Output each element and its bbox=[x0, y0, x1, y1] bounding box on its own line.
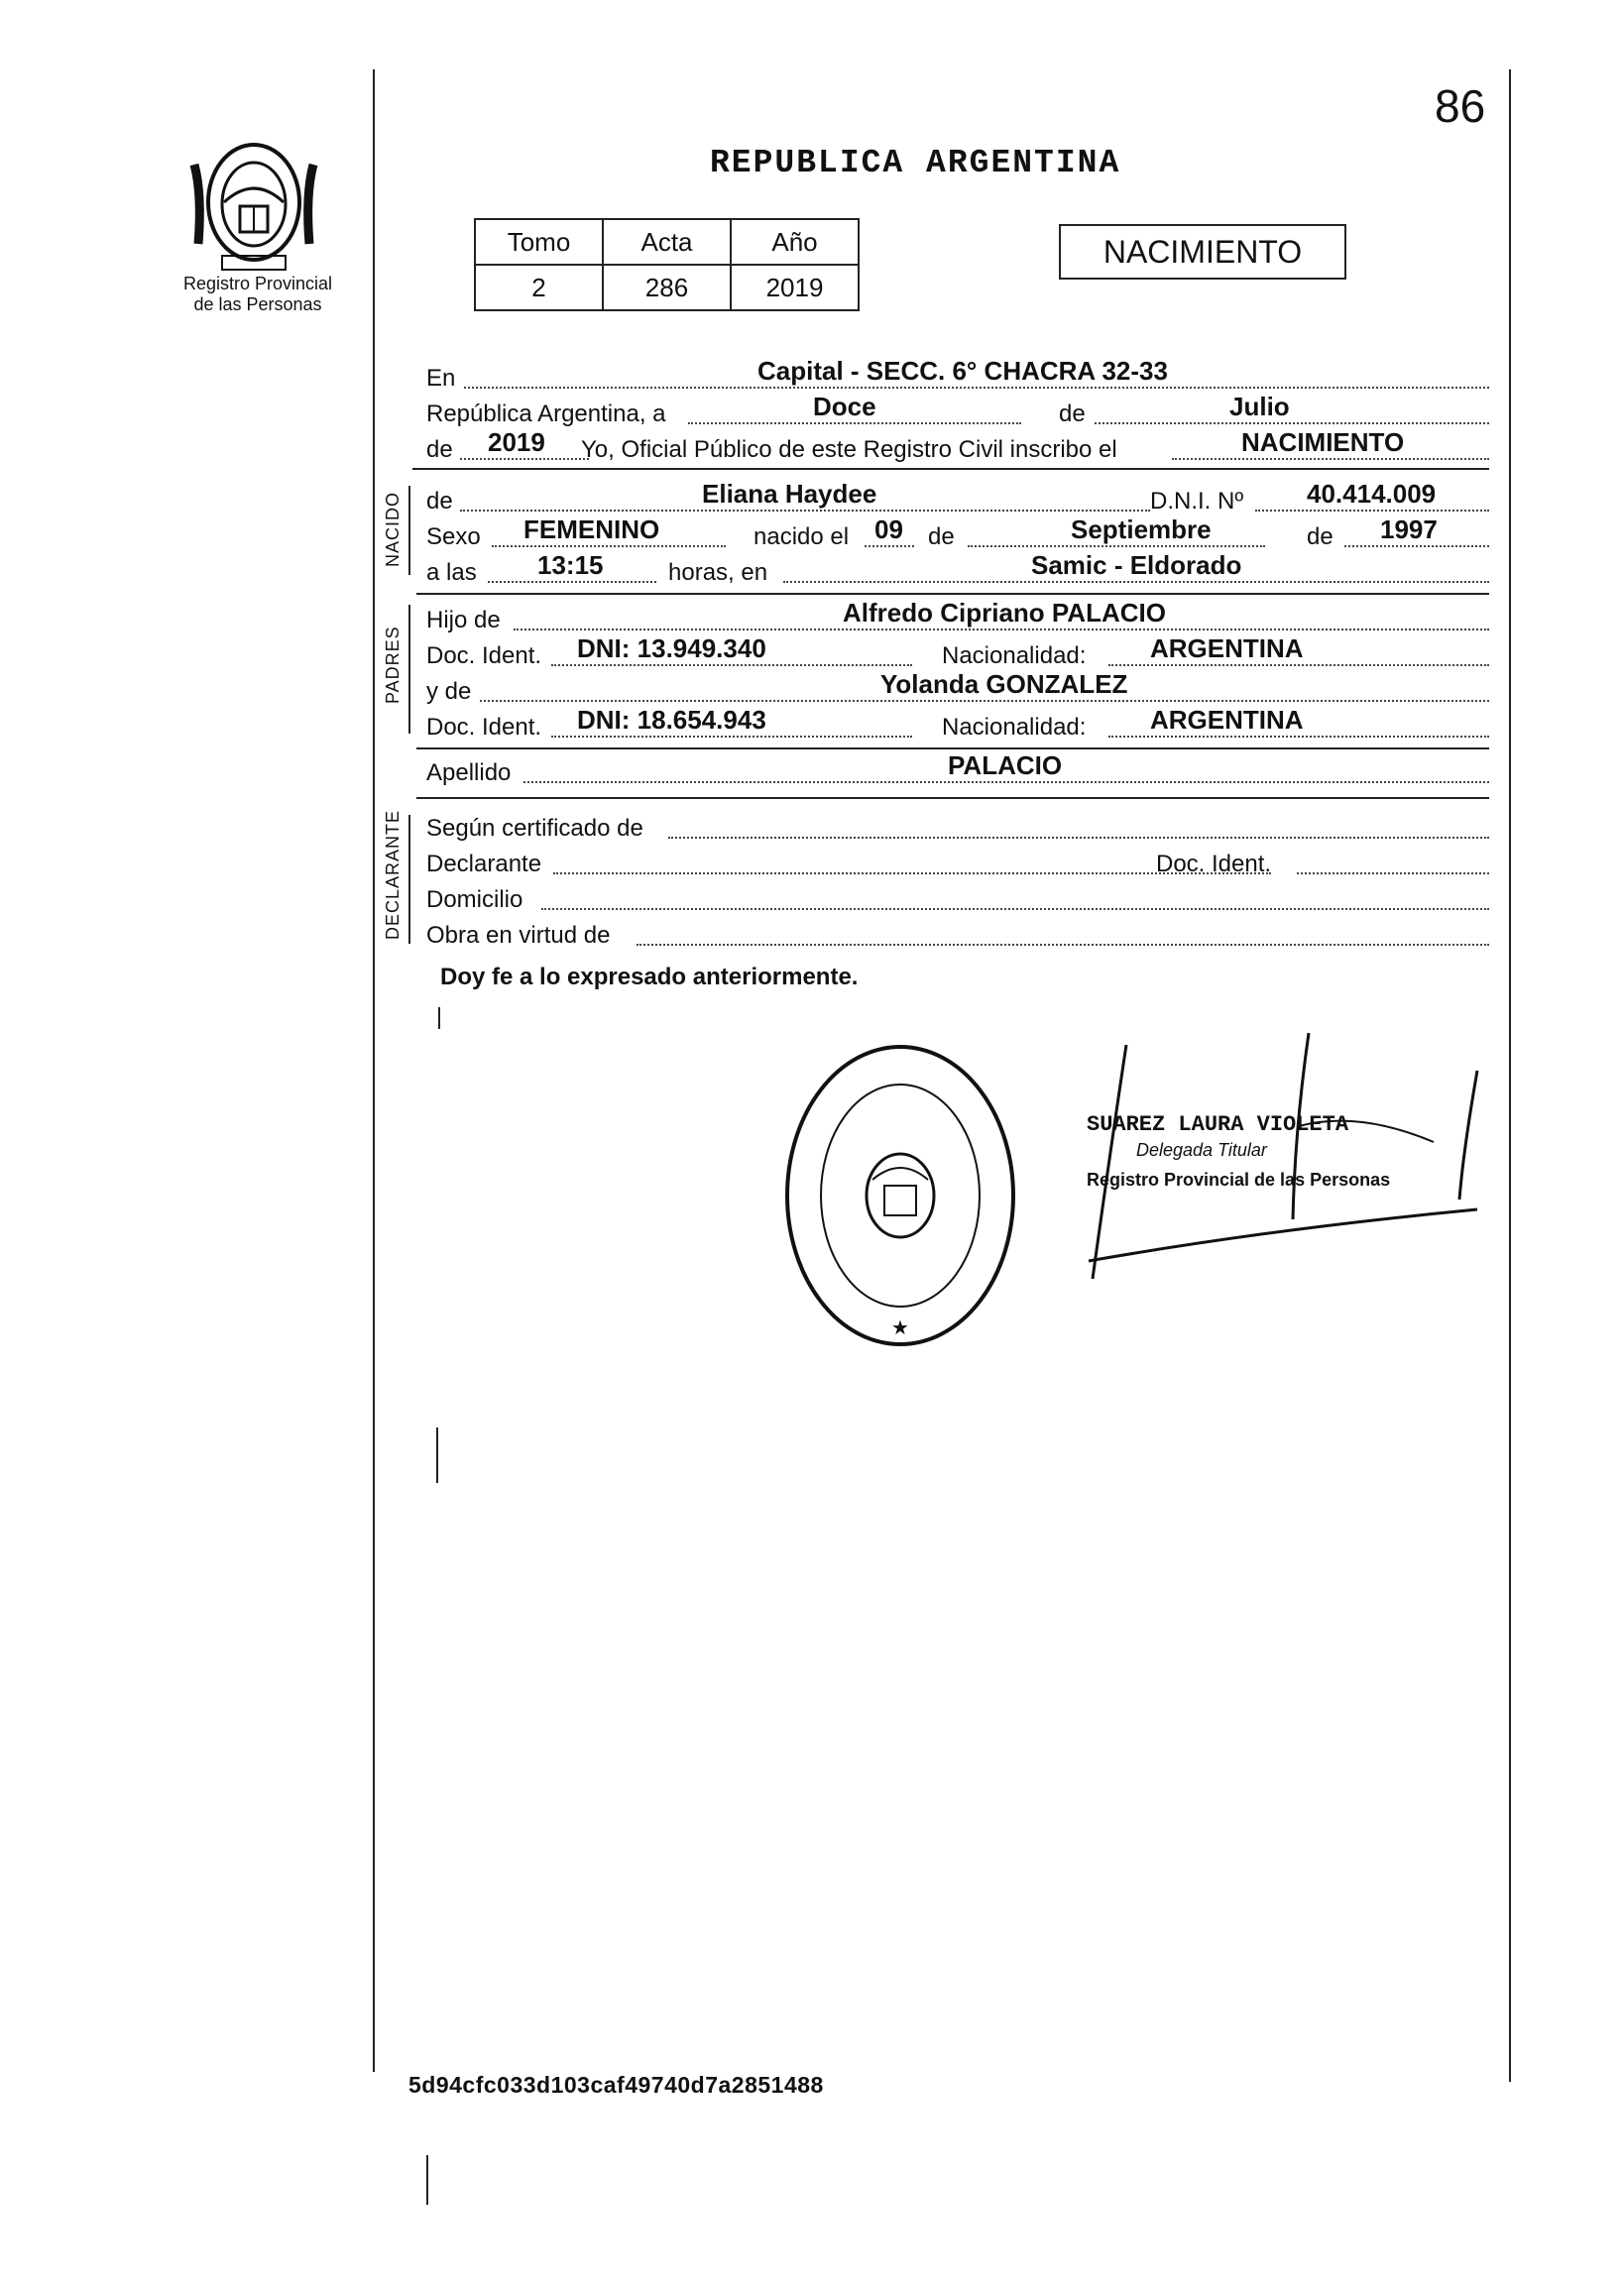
section-label-declarant: DECLARANTE bbox=[383, 809, 403, 940]
nacido-label: nacido el bbox=[754, 523, 850, 550]
row-inscription bbox=[426, 427, 1489, 466]
registry-label bbox=[159, 274, 357, 315]
dots bbox=[523, 781, 1489, 783]
header-acta: Acta bbox=[603, 219, 731, 265]
row-place bbox=[426, 356, 1489, 395]
day-words-value: Doce bbox=[813, 392, 876, 421]
declarant-doc-label: Doc. Ident. bbox=[1156, 851, 1272, 877]
dots bbox=[1095, 422, 1489, 424]
republic-label: República Argentina, a bbox=[426, 401, 666, 427]
value-tomo: 2 bbox=[475, 265, 603, 310]
de-label: de bbox=[928, 523, 955, 550]
dots bbox=[637, 944, 1489, 946]
surname-value: PALACIO bbox=[948, 750, 1063, 780]
dots bbox=[1297, 872, 1489, 874]
left-margin-line bbox=[373, 69, 375, 2072]
row-declarant bbox=[426, 845, 1489, 880]
dots bbox=[551, 736, 912, 738]
right-margin-line bbox=[1509, 69, 1511, 2082]
dots bbox=[1255, 510, 1489, 512]
sexo-label: Sexo bbox=[426, 523, 481, 550]
yde-label: y de bbox=[426, 678, 472, 705]
dots bbox=[865, 545, 914, 547]
row-sex-birth bbox=[426, 517, 1489, 553]
act-type-value: NACIMIENTO bbox=[1241, 427, 1405, 457]
en-label: En bbox=[426, 365, 456, 392]
row-surname bbox=[426, 750, 1489, 789]
dni-value: 40.414.009 bbox=[1307, 479, 1437, 509]
margin-mark bbox=[438, 1007, 440, 1029]
father-name-value: Alfredo Cipriano PALACIO bbox=[843, 598, 1166, 628]
dots bbox=[1172, 458, 1489, 460]
birth-day-value: 09 bbox=[874, 515, 903, 544]
country-title: REPUBLICA ARGENTINA bbox=[710, 145, 1121, 181]
signatory-name: SUAREZ LAURA VIOLETA bbox=[1087, 1112, 1349, 1137]
birth-year-value: 1997 bbox=[1380, 515, 1438, 544]
section-bracket bbox=[408, 815, 410, 944]
dots bbox=[1108, 664, 1489, 666]
row-name bbox=[426, 479, 1489, 517]
registry-label-line1: Registro Provincial bbox=[182, 274, 333, 293]
province-emblem-icon bbox=[184, 125, 323, 274]
divider bbox=[416, 797, 1489, 799]
dots bbox=[541, 908, 1489, 910]
margin-mark bbox=[426, 2155, 428, 2205]
header-tomo: Tomo bbox=[475, 219, 603, 265]
doc-label: Doc. Ident. bbox=[426, 714, 542, 741]
dots bbox=[514, 629, 1489, 630]
section-label-born: NACIDO bbox=[383, 491, 403, 567]
document-hash: 5d94cfc033d103caf49740d7a2851488 bbox=[408, 2072, 824, 2098]
row-domicile bbox=[426, 880, 1489, 916]
book-reference-table bbox=[474, 218, 860, 311]
section-bracket bbox=[408, 486, 410, 575]
dots bbox=[551, 664, 912, 666]
de-label: de bbox=[1307, 523, 1334, 550]
dots bbox=[488, 581, 656, 583]
value-ano: 2019 bbox=[731, 265, 859, 310]
row-father-doc bbox=[426, 633, 1489, 672]
row-obra bbox=[426, 916, 1489, 952]
dots bbox=[668, 837, 1489, 839]
dots bbox=[783, 581, 1489, 583]
sex-value: FEMENINO bbox=[523, 515, 660, 544]
row-mother-doc bbox=[426, 705, 1489, 744]
birth-month-value: Septiembre bbox=[1071, 515, 1212, 544]
nationality-label: Nacionalidad: bbox=[942, 714, 1087, 741]
inscribe-text: Yo, Oficial Público de este Registro Civil inscribo el bbox=[581, 436, 1117, 463]
dots bbox=[492, 545, 726, 547]
row-time-place bbox=[426, 550, 1489, 589]
year-value: 2019 bbox=[488, 427, 545, 457]
surname-label: Apellido bbox=[426, 759, 512, 786]
horas-label: horas, en bbox=[668, 559, 768, 586]
section-bracket bbox=[408, 605, 410, 734]
name-value: Eliana Haydee bbox=[702, 479, 877, 509]
divider bbox=[416, 747, 1489, 749]
de-label: de bbox=[426, 436, 453, 463]
mother-nationality-value: ARGENTINA bbox=[1150, 705, 1304, 735]
cert-label: Según certificado de bbox=[426, 815, 643, 842]
father-doc-value: DNI: 13.949.340 bbox=[577, 633, 766, 663]
mother-name-value: Yolanda GONZALEZ bbox=[880, 669, 1128, 699]
row-mother bbox=[426, 669, 1489, 708]
father-nationality-value: ARGENTINA bbox=[1150, 633, 1304, 663]
dots bbox=[968, 545, 1265, 547]
doc-label: Doc. Ident. bbox=[426, 642, 542, 669]
row-father bbox=[426, 598, 1489, 636]
official-seal-icon bbox=[781, 1041, 1019, 1350]
de-label: de bbox=[1059, 401, 1086, 427]
month-value: Julio bbox=[1229, 392, 1290, 421]
signature-stroke-icon bbox=[1071, 1031, 1507, 1299]
obra-label: Obra en virtud de bbox=[426, 922, 611, 949]
dots bbox=[464, 387, 1489, 389]
birth-time-value: 13:15 bbox=[537, 550, 604, 580]
domicilio-label: Domicilio bbox=[426, 886, 523, 913]
dots bbox=[460, 458, 589, 460]
dots bbox=[480, 700, 1489, 702]
dots bbox=[1108, 736, 1489, 738]
divider bbox=[416, 593, 1489, 595]
birth-place-value: Samic - Eldorado bbox=[1031, 550, 1242, 580]
closing-statement: Doy fe a lo expresado anteriormente. bbox=[440, 964, 859, 990]
header-ano: Año bbox=[731, 219, 859, 265]
registry-label-line2: de las Personas bbox=[193, 294, 322, 314]
hijo-label: Hijo de bbox=[426, 607, 501, 633]
row-certificate bbox=[426, 809, 1489, 845]
dots bbox=[460, 510, 1150, 512]
de-label: de bbox=[426, 488, 453, 515]
dots bbox=[1344, 545, 1489, 547]
nationality-label: Nacionalidad: bbox=[942, 642, 1087, 669]
divider bbox=[412, 468, 1489, 470]
signatory-office: Registro Provincial de las Personas bbox=[1087, 1170, 1391, 1190]
alas-label: a las bbox=[426, 559, 477, 586]
section-label-parents: PADRES bbox=[383, 626, 403, 704]
declarante-label: Declarante bbox=[426, 851, 542, 877]
value-acta: 286 bbox=[603, 265, 731, 310]
row-date bbox=[426, 392, 1489, 430]
signatory-role: Delegada Titular bbox=[1136, 1140, 1267, 1160]
mother-doc-value: DNI: 18.654.943 bbox=[577, 705, 766, 735]
svg-text:★: ★ bbox=[891, 1317, 909, 1339]
margin-mark bbox=[436, 1428, 438, 1483]
document-type-box: NACIMIENTO bbox=[1059, 224, 1346, 280]
place-value: Capital - SECC. 6° CHACRA 32-33 bbox=[757, 356, 1168, 386]
dots bbox=[688, 422, 1021, 424]
page-number: 86 bbox=[1435, 80, 1486, 132]
dni-label: D.N.I. Nº bbox=[1150, 488, 1244, 515]
